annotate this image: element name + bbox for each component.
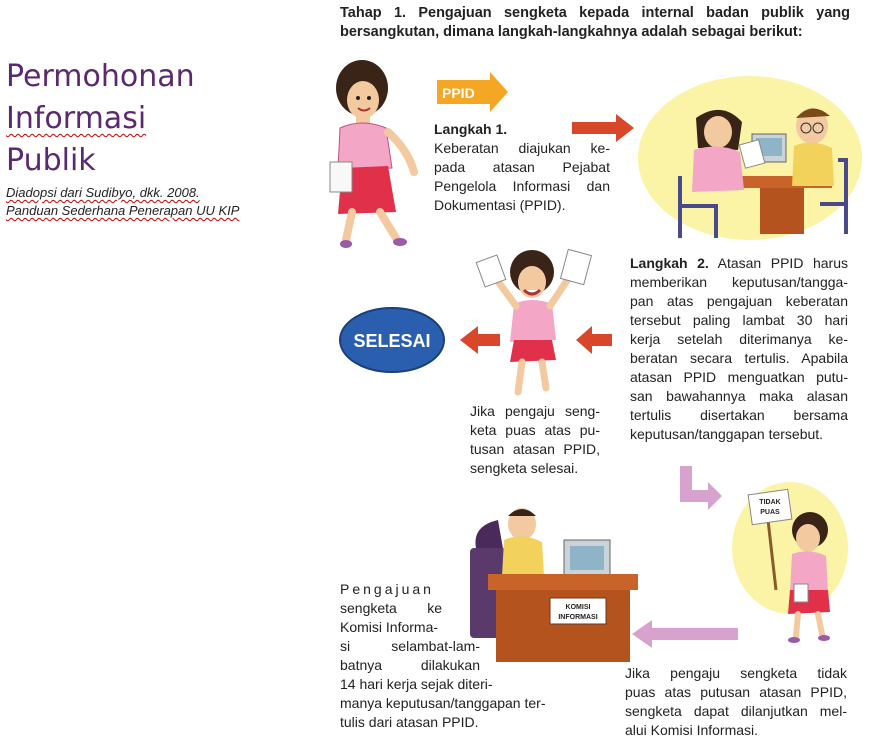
komisi-line: si selambat-lam- — [340, 638, 480, 654]
komisi-justified-block — [340, 580, 480, 675]
tidak-puas-line: alui Komisi Informasi. — [625, 722, 759, 738]
step1-line: Keberatan diajukan ke- — [434, 140, 610, 156]
done-line: sengketa selesai. — [470, 460, 579, 476]
citation-line-1: Diadopsi dari Sudibyo, dkk. 2008. — [6, 185, 200, 200]
komisi-line: Pengajuan — [340, 581, 434, 597]
komisi-line: sengketa ke — [340, 600, 442, 616]
step2-line: kerja setelah diterimanya ke- — [630, 331, 848, 347]
done-line: tusan atasan PPID, — [470, 441, 600, 457]
tidak-puas-sign-line-2: PUAS — [760, 509, 780, 516]
step2-line: memberikan keputusan/tangga- — [630, 274, 848, 290]
title-line-1: Permohonan — [6, 59, 195, 94]
office-scene — [638, 76, 862, 240]
cheering-woman-figure — [476, 249, 591, 392]
selesai-label: SELESAI — [353, 331, 431, 351]
ppid-tag-arrow — [437, 72, 508, 112]
stage-header-line-1: Tahap 1. Pengajuan sengketa kepada internal badan publik yang — [340, 5, 850, 21]
step1-line: Pengelola Informasi dan — [434, 178, 610, 194]
tidak-puas-line: puas atas putusan atasan PPID, — [625, 684, 847, 700]
komisi-desk-sign-line-1: KOMISI — [565, 604, 591, 611]
step2-line: atasan PPID menguatkan putu- — [630, 369, 848, 385]
pink-arrow-left — [632, 620, 738, 648]
komisi-line: Komisi Informa- — [340, 619, 439, 635]
tidak-puas-text — [625, 664, 847, 740]
stage-header-line-2: bersangkutan, dimana langkah-langkahnya adalah sebagai berikut: — [340, 24, 803, 40]
komisi-desk-sign-line-2: INFORMASI — [558, 614, 598, 621]
title-line-2: Informasi — [6, 101, 147, 136]
tidak-puas-line: sengketa dapat dilanjutkan mel- — [625, 703, 847, 719]
done-text — [470, 402, 600, 478]
done-line: Jika pengaju seng- — [470, 403, 600, 419]
tidak-puas-scene — [732, 482, 848, 643]
title-line-3: Publik — [6, 143, 96, 178]
selesai-oval — [340, 308, 444, 372]
step2-line: san bawahannya maka alasan — [630, 388, 848, 404]
komisi-line: 14 hari kerja sejak diteri- — [340, 676, 493, 692]
step2-title: Langkah 2. — [630, 255, 709, 271]
citation-line-2: Panduan Sederhana Penerapan UU KIP — [6, 203, 240, 218]
arrow-to-done — [576, 326, 612, 354]
step1-line: pada atasan Pejabat — [434, 159, 610, 175]
komisi-line: tulis dari atasan PPID. — [340, 714, 479, 730]
step2-text — [630, 254, 848, 444]
ppid-tag-label: PPID — [442, 85, 475, 101]
step2-line: keputusan/tanggapan tersebut. — [630, 426, 824, 442]
komisi-line: manya keputusan/tanggapan ter- — [340, 695, 546, 711]
step2-line: tertulis disertakan bersama — [630, 407, 848, 423]
step2-line1-rest: Atasan PPID harus — [717, 255, 849, 271]
tidak-puas-line: Jika pengaju sengketa tidak — [625, 665, 847, 681]
done-line: keta puas atas pu- — [470, 422, 600, 438]
step1-title: Langkah 1. — [434, 121, 508, 137]
komisi-text — [340, 580, 610, 732]
tidak-puas-sign-line-1: TIDAK — [759, 499, 781, 506]
step2-line: tersebut paling lambat 30 hari — [630, 312, 848, 328]
komisi-line: batnya dilakukan — [340, 657, 480, 673]
woman-walking-figure — [330, 60, 414, 248]
arrow-to-selesai — [460, 326, 500, 354]
pink-bent-arrow — [680, 466, 722, 510]
komisi-plain-block — [340, 675, 610, 732]
step1-text — [434, 120, 610, 215]
step1-line: Dokumentasi (PPID). — [434, 197, 566, 213]
step2-line: pan atas pengajuan keberatan — [630, 293, 848, 309]
step2-first-line — [630, 254, 848, 273]
step2-line: beratan secara tertulis. Apabila — [630, 350, 848, 366]
